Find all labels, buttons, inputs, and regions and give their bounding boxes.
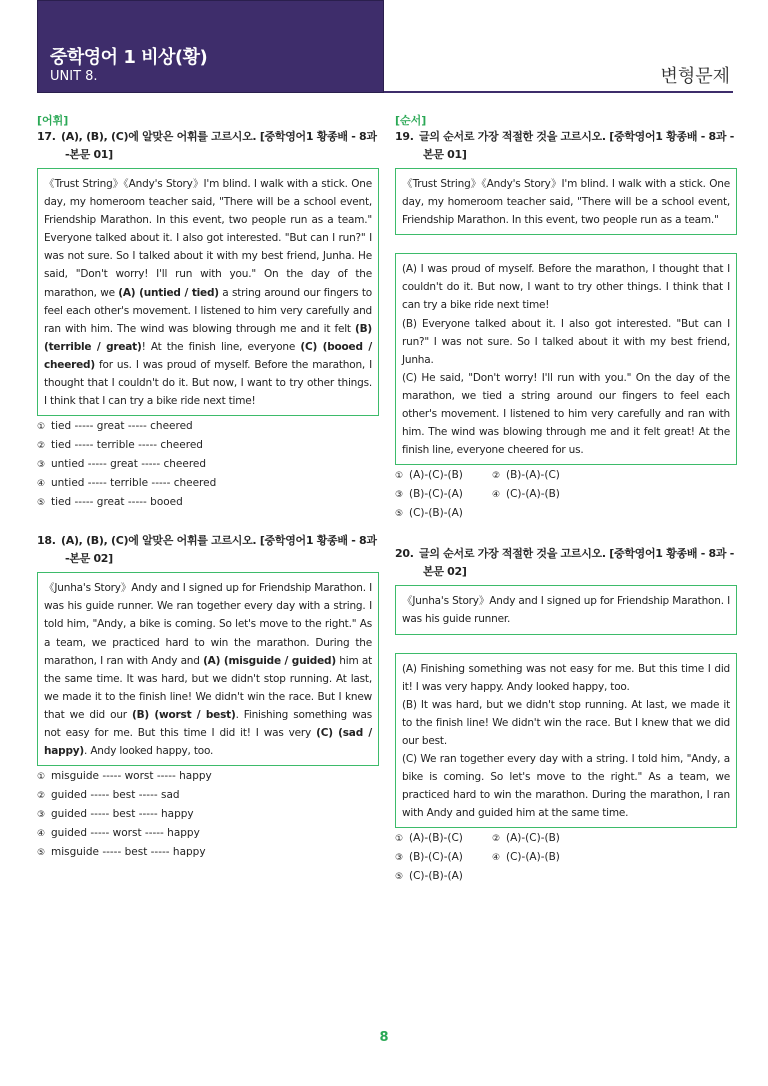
choice-4[interactable]: ④ untied ----- terrible ----- cheered [37, 477, 217, 490]
q19-paragraphs-box [395, 253, 737, 465]
q17-title [37, 128, 379, 164]
q19-choices [395, 466, 737, 523]
q18-passage [37, 572, 379, 766]
choice-4[interactable]: ④ (C)-(A)-(B) [492, 851, 560, 864]
q18-title-text: (A), (B), (C)에 알맞은 어휘를 고르시오. [중학영어1 황종배 - 8과 -본문 02] [61, 534, 377, 566]
q19-category: [순서] [395, 114, 427, 127]
paragraph-c: (C) He said, "Don't worry! I'll run with you." On the day of the marathon, we tied a string around our fingers to feel each other's movement. I listened to him very carefully and ran with him. The wind was blowing through me and it felt great! At the finish line, everyone cheered for us. [402, 371, 730, 457]
passage-text: . Finishing something was not easy for me. But this time I did it! I was very [44, 708, 373, 739]
q19-intro-box [395, 168, 737, 235]
choice-3[interactable]: ③ (B)-(C)-(A) [395, 851, 463, 864]
textbook-title: 중학영어 1 비상(황) [50, 47, 208, 68]
passage-text: . Andy looked happy, too. [84, 745, 214, 758]
q19-title [395, 128, 737, 164]
blank-a: (A) (misguide / guided) [203, 654, 336, 667]
blank-b: (B) (worst / best) [132, 708, 236, 721]
choice-5[interactable]: ⑤ misguide ----- best ----- happy [37, 846, 206, 859]
paragraph-c: (C) We ran together every day with a string. I told him, "Andy, a bike is coming. So let's move to the right." As a team, we practiced hard to win the marathon. During the marathon, I ran with Andy and guided him at the same time. [402, 752, 730, 820]
header-banner [37, 0, 384, 93]
paragraph-a: (A) I was proud of myself. Before the marathon, I thought that I couldn't do it. But now, I want to try other things. I think that I can try a bike ride next time! [402, 263, 730, 312]
q17-number: 17. [37, 130, 56, 143]
right-column [395, 112, 737, 886]
choice-4[interactable]: ④ guided ----- worst ----- happy [37, 827, 200, 840]
choice-3[interactable]: ③ (B)-(C)-(A) [395, 488, 463, 501]
intro-text: 《Trust String》《Andy's Story》I'm blind. I walk with a stick. One day, my homeroom teacher said, "There will be a school event, Friendship Marathon. In this event, two people run as a team." [402, 178, 730, 227]
q20-number: 20. [395, 547, 414, 561]
choice-3[interactable]: ③ untied ----- great ----- cheered [37, 458, 207, 471]
header-divider [384, 91, 733, 93]
q20-title [395, 545, 737, 581]
section-title: 변형문제 [660, 66, 730, 87]
q20-choices [395, 829, 737, 886]
q18-number: 18. [37, 534, 56, 548]
choice-5[interactable]: ⑤ (C)-(B)-(A) [395, 507, 463, 520]
paragraph-b: (B) Everyone talked about it. I also got interested. "But can I run?" I was not sure. So I talked about it with my best friend, Junha. [402, 317, 730, 366]
paragraph-a: (A) Finishing something was not easy for me. But this time I did it! I was very happy. Andy looked happy, too. [402, 662, 730, 693]
choice-2[interactable]: ② guided ----- best ----- sad [37, 789, 180, 802]
passage-text: for us. I was proud of myself. Before the marathon, I thought that I couldn't do it. But now, I want to try other things. I think that I can try a bike ride next time! [44, 358, 372, 408]
page-number: 8 [379, 1030, 389, 1045]
choice-5[interactable]: ⑤ (C)-(B)-(A) [395, 870, 463, 883]
q20-intro-box [395, 585, 737, 634]
q17-category: [어휘] [37, 114, 69, 127]
q17-passage [37, 168, 379, 416]
choice-3[interactable]: ③ guided ----- best ----- happy [37, 808, 194, 821]
q17-title-text: (A), (B), (C)에 알맞은 어휘를 고르시오. [중학영어1 황종배 - 8과 -본문 01] [61, 130, 377, 161]
passage-text: a string around our fingers to feel each other's movement. I listened to him very carefully and ran with him. The wind was blowing through me and it felt [44, 286, 372, 335]
choice-1[interactable]: ① (A)-(B)-(C) [395, 832, 463, 845]
choice-2[interactable]: ② (B)-(A)-(C) [492, 469, 560, 482]
q20-paragraphs-box [395, 653, 737, 829]
q17-choices [37, 417, 379, 512]
choice-2[interactable]: ② tied ----- terrible ----- cheered [37, 439, 203, 452]
choice-1[interactable]: ① misguide ----- worst ----- happy [37, 770, 212, 783]
passage-text: ! At the finish line, everyone [141, 340, 301, 353]
choice-4[interactable]: ④ (C)-(A)-(B) [492, 488, 560, 501]
blank-b: (B) (terrible / great) [44, 322, 372, 353]
choice-5[interactable]: ⑤ tied ----- great ----- booed [37, 496, 183, 509]
left-column [37, 112, 379, 862]
paragraph-b: (B) It was hard, but we didn't stop running. At last, we made it to the finish line! We didn't win the race. But I knew that we did our best. [402, 698, 730, 747]
q18-choices [37, 767, 379, 862]
blank-c: (C) (sad / happy) [44, 726, 372, 758]
passage-text: 《Junha's Story》Andy and I signed up for Friendship Marathon. I was his guide runner. We ran together every day with a string. I told him, "Andy, a bike is coming. So let's move to the right." As a team, we practiced hard to win the marathon. During the marathon, I ran with Andy and [44, 582, 372, 667]
blank-c: (C) (booed / cheered) [44, 340, 372, 371]
q20-title-text: 글의 순서로 가장 적절한 것을 고르시오. [중학영어1 황종배 - 8과 -본문 02] [419, 547, 734, 579]
intro-text: 《Junha's Story》Andy and I signed up for Friendship Marathon. I was his guide runner. [402, 595, 730, 626]
blank-a: (A) (untied / tied) [118, 286, 219, 299]
q19-title-text: 글의 순서로 가장 적절한 것을 고르시오. [중학영어1 황종배 - 8과 -본문 01] [419, 130, 734, 161]
passage-text: 《Trust String》《Andy's Story》I'm blind. I walk with a stick. One day, my homeroom teacher said, "There will be a school event, Friendship Marathon. In this event, two people run as a team." Everyone talked about it. I also got interested. "But can I run?" I was not sure. So I talked about it with my best friend, Junha. He said, "Don't worry! I'll run with you." On the day of the marathon, we [44, 178, 372, 299]
q19-number: 19. [395, 130, 414, 143]
choice-2[interactable]: ② (A)-(C)-(B) [492, 832, 560, 845]
choice-1[interactable]: ① tied ----- great ----- cheered [37, 420, 193, 433]
q18-title [37, 532, 379, 568]
unit-label: UNIT 8. [50, 69, 98, 84]
choice-1[interactable]: ① (A)-(C)-(B) [395, 469, 463, 482]
passage-text: him at the same time. It was hard, but we didn't stop running. At last, we made it to the finish line! We didn't win the race. But I knew that we did our [44, 654, 372, 721]
